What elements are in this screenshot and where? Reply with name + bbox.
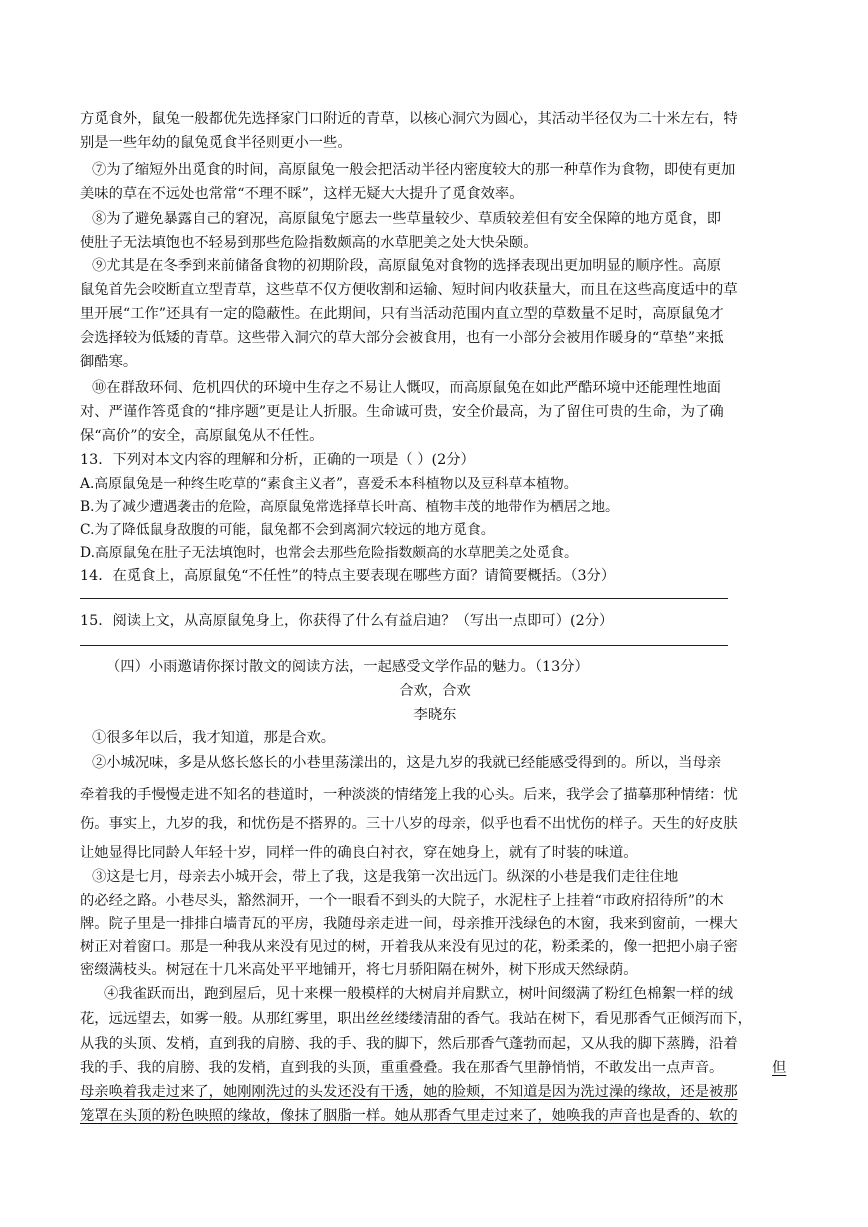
text-line: 牌。院子里是一排排白墙青瓦的平房，我随母亲走进一间，母亲推开浅绿色的木窗，我来到窗前，一棵大	[80, 916, 738, 932]
text-line: 别是一些年幼的鼠兔觅食半径则更小一些。	[80, 135, 352, 151]
text-line: 御酷寒。	[80, 354, 138, 370]
essay-paragraph-2: ②小城况味，多是从悠长悠长的小巷里荡漾出的，这是九岁的我就已经能感受得到的。所以，当母亲	[92, 755, 722, 771]
question-14: 14．在觅食上，高原鼠兔“不任性”的特点主要表现在哪些方面？请简要概括。（3分）	[80, 568, 616, 584]
text-line: 的必经之路。小巷尽头，豁然洞开，一个一眼看不到头的大院子，水泥柱子上挂着“市政府招待所”的木	[80, 893, 724, 909]
text-line: 里开展“工作”还具有一定的隐蔽性。在此期间，只有当活动范围内直立型的草数量不足时，高原鼠兔才	[80, 306, 724, 322]
question-15: 15．阅读上文，从高原鼠兔身上，你获得了什么有益启迪？（写出一点即可）(2分）	[80, 613, 614, 629]
text-line: 对、严谨作答觅食的“排序题”更是让人折服。生命诚可贵，安全价最高，为了留住可贵的生命，为了确	[80, 404, 724, 420]
text-line: 密缀满枝头。树冠在十几米高处平平地铺开，将七月骄阳隔在树外，树下形成天然绿荫。	[80, 962, 638, 978]
option-d: D.高原鼠兔在肚子无法填饱时，也常会去那些危险指数颇高的水草肥美之处觅食。	[80, 545, 578, 561]
option-b: B.为了减少遭遇袭击的危险，高原鼠兔常选择草长叶高、植物丰茂的地带作为栖居之地。	[80, 499, 619, 515]
section-heading: （四）小雨邀请你探讨散文的阅读方法，一起感受文学作品的魅力。（13分）	[106, 659, 589, 675]
text-line: 花，远远望去，如雾一般。从那红雾里，职出丝丝缕缕清甜的香气。我站在树下，看见那香气正倾泻而下，	[80, 1011, 752, 1027]
text-line: 树正对着窗口。那是一种我从来没有见过的树，开着我从来没有见过的花，粉柔柔的，像一把把小扇子密	[80, 939, 738, 955]
paragraph-8: ⑧为了避免暴露自己的窘况，高原鼠兔宁愿去一些草量较少、草质较差但有安全保障的地方觅食，即	[92, 211, 722, 227]
question-13: 13．下列对本文内容的理解和分析，正确的一项是（ ）(2分）	[80, 452, 475, 468]
paragraph-9: ⑨尤其是在冬季到来前储备食物的初期阶段，高原鼠兔对食物的选择表现出更加明显的顺序性。高原	[92, 258, 722, 274]
essay-title: 合欢，合欢	[399, 683, 471, 699]
text-line: 伤。事实上，九岁的我，和忧伤是不搭界的。三十八岁的母亲，似乎也看不出忧伤的样子。天生的好皮肤	[80, 816, 738, 832]
paragraph-10: ⑩在群敌环伺、危机四伏的环境中生存之不易让人慨叹，而高原鼠兔在如此严酷环境中还能理性地面	[92, 380, 722, 396]
text-line: 从我的头顶、发梢，直到我的肩膀、我的手、我的脚下，然后那香气蓬勃而起，又从我的脚下蒸腾，沿着	[80, 1036, 738, 1052]
essay-paragraph-3: ③这是七月，母亲去小城开会，带上了我，这是我第一次出远门。纵深的小巷是我们走往住地	[92, 869, 679, 885]
answer-line-15	[80, 645, 728, 646]
option-c: C.为了降低鼠身敌腹的可能，鼠兔都不会到离洞穴较远的地方觅食。	[80, 522, 495, 538]
essay-paragraph-1: ①很多年以后，我才知道，那是合欢。	[92, 730, 336, 746]
option-a: A.高原鼠兔是一种终生吃草的“素食主义者”，喜爱禾本科植物以及豆科草本植物。	[80, 476, 578, 492]
essay-author: 李晓东	[413, 707, 457, 723]
essay-paragraph-4: ④我雀跃而出，跑到屋后，见十来棵一般模样的大树肩并肩默立，树叶间缀满了粉红色棉絮一样的绒	[104, 986, 734, 1002]
paragraph-7: ⑦为了缩短外出觅食的时间，高原鼠兔一般会把活动半径内密度较大的那一种草作为食物，即使有更加	[92, 162, 736, 178]
text-line: 方觅食外，鼠兔一般都优先选择家门口附近的青草，以核心洞穴为圆心，其活动半径仅为二十米左右，特	[80, 111, 738, 127]
underlined-text: 笼罩在头顶的粉色映照的缘故，像抹了胭脂一样。她从那香气里走过来了，她唤我的声音也是香的、软的	[80, 1108, 738, 1124]
text-line: 让她显得比同龄人年轻十岁，同样一件的确良白衬衣，穿在她身上，就有了时装的味道。	[80, 845, 638, 861]
text-line: 我的手、我的肩膀、我的发梢，直到我的头顶，重重叠叠。我在那香气里静悄悄，不敢发出一点声音。	[80, 1060, 724, 1076]
underlined-text: 但	[772, 1060, 787, 1076]
text-line: 牵着我的手慢慢走进不知名的巷道时，一种淡淡的情绪笼上我的心头。后来，我学会了描摹那种情绪：忧	[80, 787, 738, 803]
text-line: 使肚子无法填饱也不轻易到那些危险指数颇高的水草肥美之处大快朵颐。	[80, 235, 538, 251]
text-line: 鼠兔首先会咬断直立型青草，这些草不仅方便收割和运输、短时间内收获量大，而且在这些高度适中的草	[80, 282, 738, 298]
text-line: 会选择较为低矮的青草。这些带入洞穴的草大部分会被食用，也有一小部分会被用作暖身的“草垫”来抵	[80, 330, 724, 346]
text-line: 保“高价”的安全，高原鼠兔从不任性。	[80, 428, 324, 444]
underlined-text: 母亲唤着我走过来了，她刚刚洗过的头发还没有干透，她的脸颊，不知道是因为洗过澡的缘故，还是被那	[80, 1084, 738, 1100]
answer-line-14	[80, 598, 728, 599]
text-line: 美味的草在不远处也常常“不理不睬”，这样无疑大大提升了觅食效率。	[80, 186, 524, 202]
